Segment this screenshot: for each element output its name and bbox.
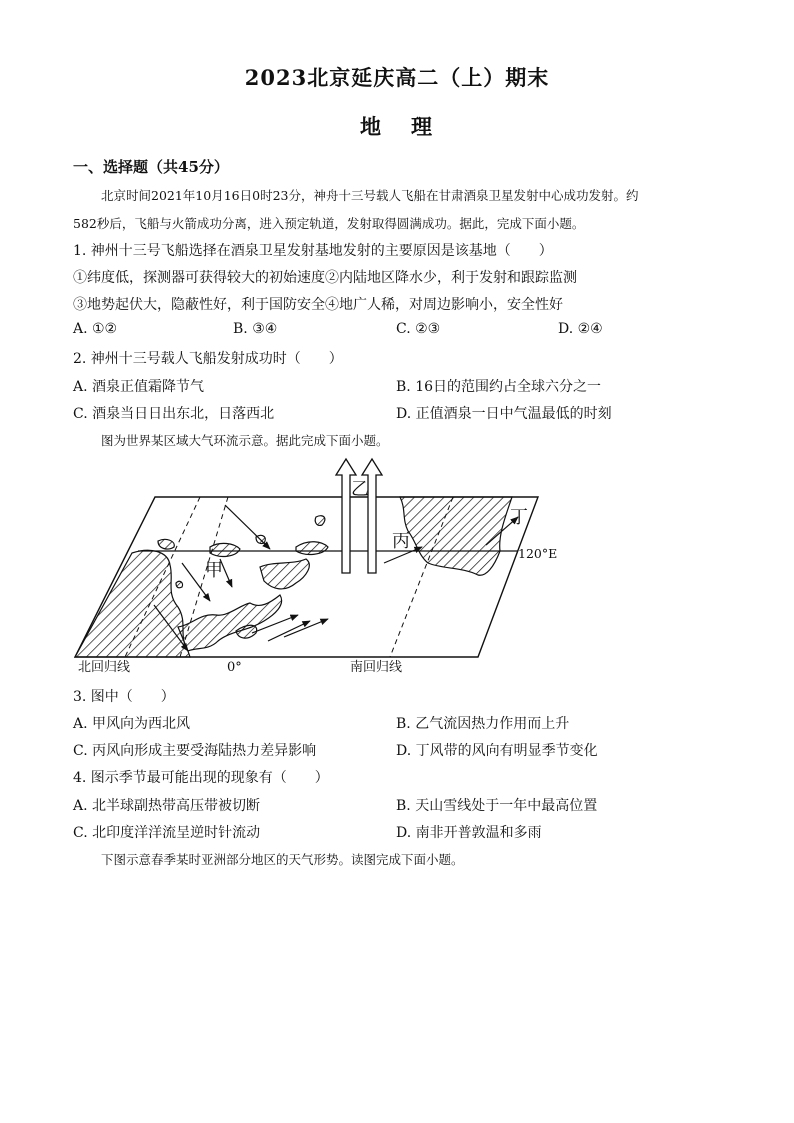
q3-option-d: D. 丁风带的风向有明显季节变化 bbox=[396, 743, 598, 759]
label-bing: 丙 bbox=[392, 531, 410, 552]
q1-line-1: ①纬度低，探测器可获得较大的初始速度②内陆地区降水少，利于发射和跟踪监测 bbox=[73, 270, 577, 286]
subject-title: 地理 bbox=[360, 114, 462, 139]
q3-stem: 3. 图中（ ） bbox=[73, 689, 175, 705]
land-island-4 bbox=[315, 516, 325, 526]
atmospheric-circulation-map bbox=[70, 455, 560, 677]
intro-line-1: 北京时间2021年10月16日0时23分，神舟十三号载人飞船在甘肃酒泉卫星发射中心成功发射。约 bbox=[101, 188, 639, 203]
label-yi: 乙 bbox=[351, 479, 369, 500]
land-island-2 bbox=[158, 539, 174, 549]
q4-stem: 4. 图示季节最可能出现的现象有（ ） bbox=[73, 770, 329, 786]
land-southeast-asia bbox=[260, 559, 309, 589]
q4-option-d: D. 南非开普敦温和多雨 bbox=[396, 825, 542, 841]
q1-option-a: A. ①② bbox=[73, 321, 118, 337]
wind-arrow-1 bbox=[225, 505, 270, 549]
page-title: 2023北京延庆高二（上）期末 bbox=[244, 65, 550, 90]
q4-option-c: C. 北印度洋洋流呈逆时针流动 bbox=[73, 825, 261, 841]
rising-arrow-2 bbox=[362, 459, 382, 573]
q2-option-c: C. 酒泉当日日出东北，日落西北 bbox=[73, 406, 275, 422]
land-island-3 bbox=[296, 542, 328, 555]
q3-option-a: A. 甲风向为西北风 bbox=[73, 716, 191, 732]
q1-option-b: B. ③④ bbox=[233, 321, 278, 337]
label-equator: 0° bbox=[227, 660, 242, 675]
rising-arrow-1 bbox=[336, 459, 356, 573]
q1-option-d: D. ②④ bbox=[558, 321, 603, 337]
section-heading: 一、选择题（共45分） bbox=[73, 158, 229, 176]
land-west bbox=[75, 550, 190, 657]
label-tropic-south: 南回归线 bbox=[350, 660, 403, 675]
land-island-1 bbox=[210, 543, 240, 556]
intro-line-2: 582秒后，飞船与火箭成功分离，进入预定轨道，发射取得圆满成功。据此，完成下面小题。 bbox=[73, 216, 585, 231]
closing-intro: 下图示意春季某时亚洲部分地区的天气形势。读图完成下面小题。 bbox=[101, 852, 464, 867]
q4-option-a: A. 北半球副热带高压带被切断 bbox=[73, 798, 261, 814]
q2-option-b: B. 16日的范围约占全球六分之一 bbox=[396, 379, 602, 395]
wind-arrow-6 bbox=[284, 619, 328, 637]
q3-option-b: B. 乙气流因热力作用而上升 bbox=[396, 716, 570, 732]
q2-option-a: A. 酒泉正值霜降节气 bbox=[73, 379, 205, 395]
q4-option-b: B. 天山雪线处于一年中最高位置 bbox=[396, 798, 598, 814]
land-island-6 bbox=[176, 581, 183, 587]
land-australia bbox=[400, 497, 512, 575]
q1-line-2: ③地势起伏大，隐蔽性好，利于国防安全④地广人稀，对周边影响小，安全性好 bbox=[73, 297, 563, 313]
label-tropic-north: 北回归线 bbox=[78, 660, 131, 675]
label-jia: 甲 bbox=[205, 560, 223, 581]
label-ding: 丁 bbox=[510, 507, 528, 528]
q2-stem: 2. 神州十三号载人飞船发射成功时（ ） bbox=[73, 351, 343, 367]
land-arabia-india bbox=[178, 595, 282, 651]
q3-option-c: C. 丙风向形成主要受海陆热力差异影响 bbox=[73, 743, 317, 759]
q2-option-d: D. 正值酒泉一日中气温最低的时刻 bbox=[396, 406, 612, 422]
q1-stem: 1. 神州十三号飞船选择在酒泉卫星发射基地发射的主要原因是该基地（ ） bbox=[73, 243, 553, 259]
q1-option-c: C. ②③ bbox=[396, 321, 441, 337]
label-120e: 120°E bbox=[518, 546, 558, 561]
figure-intro: 图为世界某区域大气环流示意。据此完成下面小题。 bbox=[101, 433, 389, 448]
